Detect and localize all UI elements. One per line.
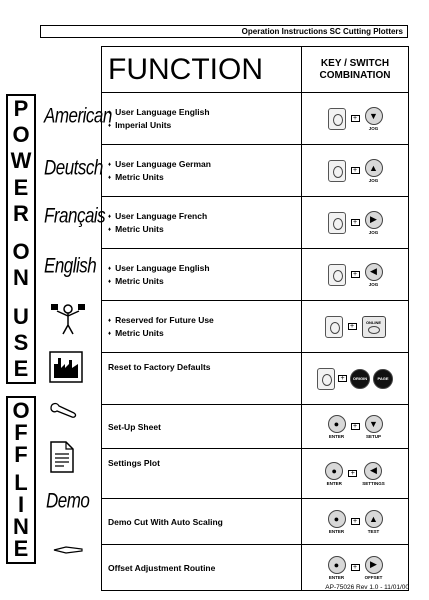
jog-right-key: ▶ (365, 211, 383, 229)
side-letter: O (12, 398, 30, 423)
online-key-oval (368, 326, 380, 334)
plus-sign: + (351, 115, 360, 122)
plus-sign: + (348, 323, 357, 330)
label-deutsch: Deutsch (44, 155, 103, 180)
side-letter: P (13, 96, 29, 121)
key-combo-cell (302, 405, 409, 449)
side-letter: E (13, 536, 29, 561)
function-item: ♦ User Language English (108, 262, 301, 275)
side-letter: I (17, 492, 25, 517)
enter-key: ● (328, 415, 346, 433)
off-line-label (6, 396, 36, 564)
function-header: FUNCTION (102, 47, 302, 93)
page-key: PAGE (373, 369, 393, 389)
side-letter: S (13, 329, 29, 355)
key-label: JOG (368, 281, 379, 287)
document-footer: AP-75026 Rev 1.0 - 11/01/00 (325, 584, 409, 591)
side-letter: O (12, 122, 30, 148)
function-cell: Reset to Factory Defaults (102, 353, 302, 405)
plus-sign: + (351, 564, 360, 571)
function-cell (102, 197, 302, 249)
key-label: SETUP (365, 433, 381, 439)
function-table (101, 46, 409, 591)
plus-sign: + (351, 219, 360, 226)
online-key (362, 316, 386, 338)
side-letter: N (13, 514, 29, 539)
key-header-line2: COMBINATION (319, 69, 391, 81)
power-switch-icon (328, 108, 346, 130)
key-combination-header (302, 47, 409, 93)
plus-sign: + (351, 271, 360, 278)
plus-sign: + (351, 518, 360, 525)
function-item: ♦ Metric Units (108, 223, 301, 236)
key-label: ENTER (328, 528, 345, 534)
key-label: SETTINGS (362, 480, 385, 486)
side-letter: N (13, 265, 29, 291)
settings-key: ◀ (364, 462, 382, 480)
function-cell (102, 145, 302, 197)
side-letter: E (13, 174, 29, 200)
jog-down-key: ▼ (365, 107, 383, 125)
key-label: JOG (368, 229, 379, 235)
function-cell: Demo Cut With Auto Scaling (102, 499, 302, 545)
label-francais: Français (44, 203, 106, 228)
wrench-icon (48, 400, 78, 420)
key-combo-cell (302, 197, 409, 249)
function-item: ♦ Reserved for Future Use (108, 314, 301, 327)
label-demo: Demo (46, 488, 90, 513)
key-combo-cell (302, 93, 409, 145)
function-item: ♦ Metric Units (108, 171, 301, 184)
function-cell (102, 301, 302, 353)
side-letter: R (13, 200, 29, 226)
plus-sign: + (348, 470, 357, 477)
signal-person-icon (48, 298, 88, 338)
key-combo-cell (302, 249, 409, 301)
test-key: ▲ (365, 510, 383, 528)
key-label: ENTER (328, 574, 345, 580)
key-label: TEST (367, 528, 380, 534)
document-header: Operation Instructions SC Cutting Plotters (40, 25, 408, 38)
function-item: ♦ User Language English (108, 106, 301, 119)
power-switch-icon (328, 160, 346, 182)
side-letter: L (14, 470, 28, 495)
enter-key: ● (328, 556, 346, 574)
function-cell (102, 93, 302, 145)
side-letter: U (13, 303, 29, 329)
key-label: ENTER (328, 433, 345, 439)
offset-key: ▶ (365, 556, 383, 574)
function-item: ♦ Metric Units (108, 327, 301, 340)
side-letter: W (10, 148, 32, 174)
power-switch-icon (325, 316, 343, 338)
key-combo-cell (302, 145, 409, 197)
power-switch-icon (328, 212, 346, 234)
power-on-use-label (6, 94, 36, 384)
power-switch-icon (328, 264, 346, 286)
knife-blade-icon (52, 544, 84, 556)
plus-sign: + (338, 375, 347, 382)
function-cell: Offset Adjustment Routine (102, 545, 302, 591)
function-cell (102, 249, 302, 301)
jog-up-key: ▲ (365, 159, 383, 177)
label-american: American (44, 103, 112, 128)
key-combo-cell (302, 449, 409, 499)
key-label: JOG (368, 177, 379, 183)
jog-left-key: ◀ (365, 263, 383, 281)
side-letter: F (14, 420, 28, 445)
key-combo-cell (302, 499, 409, 545)
side-letter: O (12, 239, 30, 265)
key-label: JOG (368, 125, 379, 131)
setup-key: ▼ (365, 415, 383, 433)
enter-key: ● (325, 462, 343, 480)
factory-icon (48, 350, 84, 384)
key-label: ENTER (326, 480, 342, 486)
function-item: ♦ Metric Units (108, 275, 301, 288)
document-icon (48, 440, 76, 474)
key-label: OFFSET (364, 574, 383, 580)
function-cell: Settings Plot (102, 449, 302, 499)
function-cell: Set-Up Sheet (102, 405, 302, 449)
side-letter: F (14, 442, 28, 467)
key-combo-cell (302, 301, 409, 353)
side-letter: E (13, 355, 29, 381)
key-combo-cell (302, 353, 409, 405)
origin-key: ORIGIN (350, 369, 370, 389)
enter-key: ● (328, 510, 346, 528)
label-english: English (44, 253, 97, 278)
function-item: ♦ Imperial Units (108, 119, 301, 132)
function-item: ♦ User Language German (108, 158, 301, 171)
power-switch-icon (317, 368, 335, 390)
plus-sign: + (351, 167, 360, 174)
key-header-line1: KEY / SWITCH (320, 57, 390, 69)
function-item: ♦ User Language French (108, 210, 301, 223)
key-label: ONLINE (365, 319, 382, 325)
plus-sign: + (351, 423, 360, 430)
